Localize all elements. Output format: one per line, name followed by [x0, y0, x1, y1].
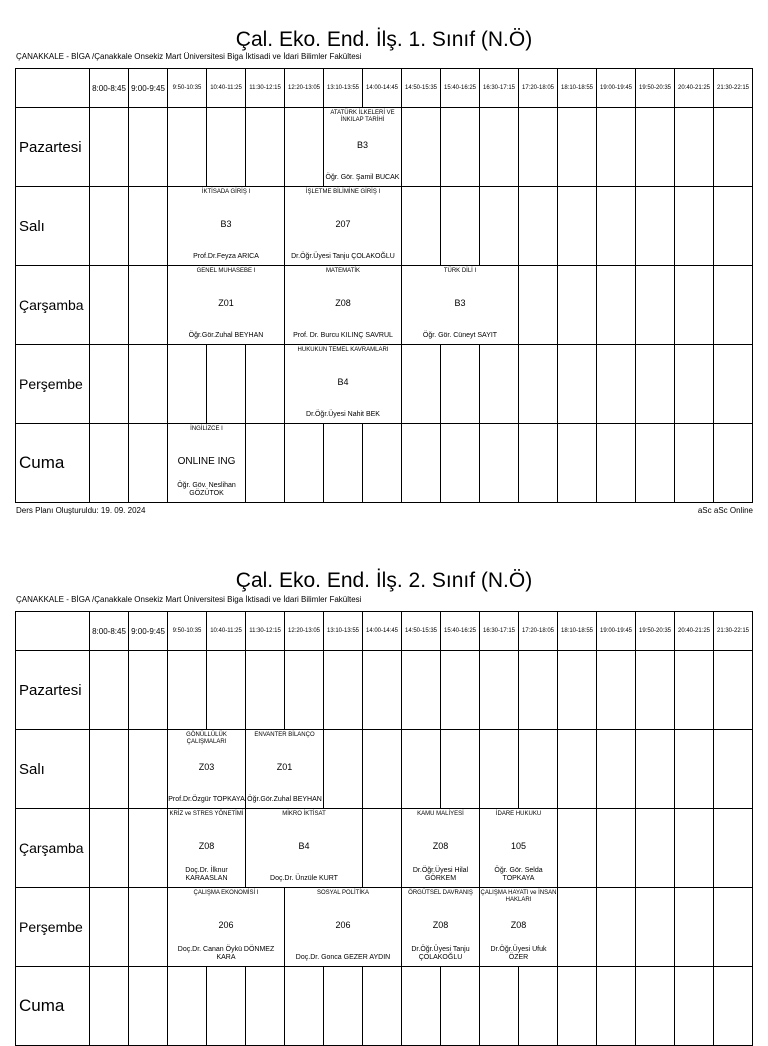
day-row-cuma	[16, 967, 753, 1046]
lesson-teacher: Öğr. Gör. Selda TOPKAYA	[494, 867, 543, 882]
time-slot-header: 12:20-13:05	[285, 612, 324, 651]
lesson-cell	[285, 187, 402, 266]
lesson-box	[285, 345, 401, 423]
lesson-teacher: Dr.Öğr.Üyesi Tanju ÇOLAKOĞLU	[291, 253, 395, 260]
empty-cell	[324, 730, 363, 809]
empty-cell	[519, 108, 558, 187]
empty-cell	[480, 345, 519, 424]
lesson-teacher: Prof.Dr.Özgür TOPKAYA	[168, 796, 245, 803]
empty-cell	[129, 651, 168, 730]
empty-cell	[675, 967, 714, 1046]
lesson-room: 206	[335, 920, 351, 930]
day-label: Çarşamba	[16, 809, 90, 888]
lesson-subject: KRİZ ve STRES YÖNETİMİ	[169, 811, 244, 817]
empty-cell	[441, 424, 480, 503]
lesson-cell	[168, 187, 285, 266]
lesson-cell	[480, 809, 558, 888]
time-slot-header: 17:20-18:05	[519, 612, 558, 651]
day-label: Pazartesi	[16, 108, 90, 187]
empty-cell	[324, 651, 363, 730]
lesson-box	[402, 809, 479, 887]
empty-cell	[129, 424, 168, 503]
day-row-sali	[16, 187, 753, 266]
empty-cell	[519, 187, 558, 266]
lesson-room: ONLINE ING	[177, 456, 236, 467]
lesson-subject: GENEL MUHASEBE I	[196, 268, 256, 274]
corner-cell	[16, 612, 90, 651]
empty-cell	[519, 266, 558, 345]
empty-cell	[441, 651, 480, 730]
lesson-subject: ÇALIŞMA HAYATI ve İNSAN HAKLARI	[480, 890, 557, 903]
empty-cell	[441, 967, 480, 1046]
lesson-room: B4	[298, 841, 310, 851]
lesson-room: Z08	[510, 920, 527, 930]
time-slot-header: 19:50-20:35	[636, 612, 675, 651]
lesson-box	[246, 809, 362, 887]
footer-created-date: Ders Planı Oluşturuldu: 19. 09. 2024	[16, 506, 146, 515]
empty-cell	[714, 888, 753, 967]
empty-cell	[168, 651, 207, 730]
empty-cell	[675, 266, 714, 345]
empty-cell	[714, 730, 753, 809]
lesson-subject: İŞLETME BİLİMİNE GİRİŞ I	[305, 189, 381, 195]
lesson-subject: HUKUKUN TEMEL KAVRAMLARI	[297, 347, 389, 353]
empty-cell	[402, 108, 441, 187]
empty-cell	[363, 967, 402, 1046]
time-slot-header: 15:40-16:25	[441, 69, 480, 108]
empty-cell	[675, 424, 714, 503]
day-row-carsamba	[16, 809, 753, 888]
lesson-subject: SOSYAL POLİTİKA	[316, 890, 370, 896]
empty-cell	[636, 809, 675, 888]
empty-cell	[597, 424, 636, 503]
day-label: Çarşamba	[16, 266, 90, 345]
lesson-box	[285, 266, 401, 344]
lesson-teacher: Dr.Öğr.Üyesi Ufuk ÖZER	[490, 946, 547, 961]
empty-cell	[597, 266, 636, 345]
lesson-box	[168, 424, 245, 502]
time-slot-header: 9:50-10:35	[168, 69, 207, 108]
timetable-grid	[15, 611, 753, 1046]
lesson-room: 207	[335, 219, 351, 229]
empty-cell	[402, 424, 441, 503]
time-slot-header: 18:10-18:55	[558, 612, 597, 651]
empty-cell	[168, 967, 207, 1046]
empty-cell	[129, 730, 168, 809]
time-slot-header: 19:00-19:45	[597, 69, 636, 108]
lesson-subject: İNGİLİZCE I	[190, 426, 223, 432]
lesson-room: B4	[337, 377, 349, 387]
empty-cell	[90, 266, 129, 345]
header-row	[16, 612, 753, 651]
lesson-box	[168, 809, 245, 887]
lesson-teacher: Öğr.Gör.Zuhal BEYHAN	[188, 332, 264, 339]
empty-cell	[441, 108, 480, 187]
lesson-teacher: Öğr. Gör. Şamil BUCAK	[325, 174, 400, 181]
empty-cell	[129, 187, 168, 266]
empty-cell	[714, 424, 753, 503]
empty-cell	[480, 108, 519, 187]
empty-cell	[285, 108, 324, 187]
lesson-cell	[285, 266, 402, 345]
time-slot-header: 9:00-9:45	[129, 612, 168, 651]
empty-cell	[363, 424, 402, 503]
empty-cell	[558, 730, 597, 809]
time-slot-header: 16:30-17:15	[480, 612, 519, 651]
time-slot-header: 10:40-11:25	[207, 69, 246, 108]
lesson-cell	[402, 888, 480, 967]
time-slot-header: 18:10-18:55	[558, 69, 597, 108]
lesson-box	[168, 266, 284, 344]
empty-cell	[675, 345, 714, 424]
empty-cell	[597, 888, 636, 967]
schedule-title: Çal. Eko. End. İlş. 1. Sınıf (N.Ö)	[235, 28, 533, 51]
schedule-title: Çal. Eko. End. İlş. 2. Sınıf (N.Ö)	[235, 569, 533, 592]
empty-cell	[597, 345, 636, 424]
empty-cell	[246, 108, 285, 187]
lesson-room: Z08	[432, 920, 449, 930]
lesson-cell	[402, 266, 519, 345]
lesson-teacher: Öğr. Göv. Neslihan GÖZÜTOK	[177, 482, 236, 497]
empty-cell	[480, 730, 519, 809]
lesson-box	[168, 888, 284, 966]
time-slot-header: 21:30-22:15	[714, 69, 753, 108]
lesson-box	[285, 888, 401, 966]
empty-cell	[597, 651, 636, 730]
empty-cell	[285, 651, 324, 730]
lesson-box	[402, 266, 518, 344]
corner-cell	[16, 69, 90, 108]
empty-cell	[636, 345, 675, 424]
empty-cell	[519, 967, 558, 1046]
lesson-subject: ENVANTER BİLANÇO	[254, 732, 315, 738]
time-slot-header: 16:30-17:15	[480, 69, 519, 108]
institution-name: ÇANAKKALE - BİGA /Çanakkale Onsekiz Mart Üniversitesi Biga İktisadi ve İdari Bilimler Fakültesi	[16, 595, 362, 604]
time-slot-header: 9:50-10:35	[168, 612, 207, 651]
time-slot-header: 14:00-14:45	[363, 69, 402, 108]
empty-cell	[441, 187, 480, 266]
lesson-cell	[285, 888, 402, 967]
lesson-cell	[246, 809, 363, 888]
day-label: Perşembe	[16, 888, 90, 967]
empty-cell	[246, 424, 285, 503]
empty-cell	[402, 730, 441, 809]
empty-cell	[90, 967, 129, 1046]
institution-name: ÇANAKKALE - BİGA /Çanakkale Onsekiz Mart Üniversitesi Biga İktisadi ve İdari Bilimler Fakültesi	[16, 52, 362, 61]
empty-cell	[246, 345, 285, 424]
empty-cell	[129, 967, 168, 1046]
day-row-sali	[16, 730, 753, 809]
day-row-pazartesi	[16, 108, 753, 187]
day-label: Perşembe	[16, 345, 90, 424]
time-slot-header: 15:40-16:25	[441, 612, 480, 651]
empty-cell	[675, 809, 714, 888]
empty-cell	[558, 809, 597, 888]
time-slot-header: 12:20-13:05	[285, 69, 324, 108]
lesson-room: B3	[220, 219, 232, 229]
day-label: Salı	[16, 730, 90, 809]
lesson-box	[324, 108, 401, 186]
lesson-teacher: Dr.Öğr.Üyesi Hilal GÖRKEM	[412, 867, 469, 882]
lesson-subject: KAMU MALİYESİ	[417, 811, 464, 817]
timetable-grid	[15, 68, 753, 503]
lesson-box	[168, 187, 284, 265]
empty-cell	[363, 809, 402, 888]
lesson-subject: TÜRK DİLİ I	[443, 268, 477, 274]
empty-cell	[129, 809, 168, 888]
lesson-subject: MATEMATİK	[325, 268, 361, 274]
lesson-room: Z08	[198, 841, 215, 851]
empty-cell	[597, 809, 636, 888]
empty-cell	[441, 730, 480, 809]
lesson-room: Z01	[218, 298, 234, 308]
lesson-subject: İKTİSADA GİRİŞ I	[201, 189, 251, 195]
empty-cell	[675, 187, 714, 266]
lesson-cell	[480, 888, 558, 967]
lesson-subject: MİKRO İKTİSAT	[282, 811, 326, 817]
lesson-teacher: Doç.Dr. İlknur KARAASLAN	[185, 867, 228, 882]
empty-cell	[636, 424, 675, 503]
lesson-box	[285, 187, 401, 265]
empty-cell	[207, 345, 246, 424]
empty-cell	[714, 651, 753, 730]
empty-cell	[714, 266, 753, 345]
empty-cell	[558, 967, 597, 1046]
empty-cell	[402, 187, 441, 266]
empty-cell	[519, 651, 558, 730]
empty-cell	[402, 967, 441, 1046]
empty-cell	[558, 108, 597, 187]
empty-cell	[246, 651, 285, 730]
lesson-teacher: Doç.Dr. Gonca GEZER AYDIN	[295, 954, 391, 961]
empty-cell	[636, 266, 675, 345]
lesson-box	[402, 888, 479, 966]
empty-cell	[90, 888, 129, 967]
time-slot-header: 10:40-11:25	[207, 612, 246, 651]
day-row-pazartesi	[16, 651, 753, 730]
day-label: Cuma	[16, 967, 90, 1046]
empty-cell	[168, 108, 207, 187]
lesson-room: B3	[454, 298, 466, 308]
empty-cell	[441, 345, 480, 424]
lesson-room: Z08	[335, 298, 351, 308]
empty-cell	[90, 809, 129, 888]
time-slot-header: 19:50-20:35	[636, 69, 675, 108]
lesson-room: 105	[510, 841, 527, 851]
lesson-teacher: Prof. Dr. Burcu KILINÇ SAVRUL	[293, 332, 393, 339]
lesson-room: Z08	[432, 841, 449, 851]
empty-cell	[519, 345, 558, 424]
empty-cell	[90, 187, 129, 266]
empty-cell	[597, 967, 636, 1046]
lesson-cell	[168, 266, 285, 345]
empty-cell	[636, 967, 675, 1046]
empty-cell	[480, 651, 519, 730]
footer-generator: aSc aSc Online	[697, 506, 753, 515]
lesson-cell	[402, 809, 480, 888]
time-slot-header: 19:00-19:45	[597, 612, 636, 651]
lesson-cell	[246, 730, 324, 809]
empty-cell	[324, 967, 363, 1046]
time-slot-header: 20:40-21:25	[675, 69, 714, 108]
empty-cell	[558, 651, 597, 730]
time-slot-header: 13:10-13:55	[324, 612, 363, 651]
empty-cell	[90, 424, 129, 503]
empty-cell	[129, 108, 168, 187]
time-slot-header: 11:30-12:15	[246, 69, 285, 108]
empty-cell	[636, 651, 675, 730]
time-slot-header: 13:10-13:55	[324, 69, 363, 108]
day-row-persembe	[16, 345, 753, 424]
empty-cell	[636, 888, 675, 967]
empty-cell	[714, 967, 753, 1046]
time-slot-header: 14:50-15:35	[402, 69, 441, 108]
empty-cell	[90, 108, 129, 187]
empty-cell	[324, 424, 363, 503]
day-label: Salı	[16, 187, 90, 266]
time-slot-header: 11:30-12:15	[246, 612, 285, 651]
empty-cell	[129, 888, 168, 967]
lesson-cell	[168, 888, 285, 967]
empty-cell	[90, 345, 129, 424]
empty-cell	[129, 345, 168, 424]
empty-cell	[675, 651, 714, 730]
time-slot-header: 8:00-8:45	[90, 69, 129, 108]
empty-cell	[675, 730, 714, 809]
empty-cell	[714, 187, 753, 266]
lesson-cell	[285, 345, 402, 424]
day-row-cuma	[16, 424, 753, 503]
empty-cell	[168, 345, 207, 424]
empty-cell	[129, 266, 168, 345]
empty-cell	[558, 187, 597, 266]
empty-cell	[519, 424, 558, 503]
lesson-subject: ÇALIŞMA EKONOMİSİ I	[193, 890, 259, 896]
empty-cell	[675, 108, 714, 187]
time-slot-header: 17:20-18:05	[519, 69, 558, 108]
empty-cell	[207, 967, 246, 1046]
lesson-teacher: Doç.Dr. Ünzüle KURT	[270, 875, 338, 882]
empty-cell	[285, 424, 324, 503]
time-slot-header: 14:50-15:35	[402, 612, 441, 651]
lesson-teacher: Doç.Dr. Canan Öykü DÖNMEZ KARA	[177, 946, 275, 961]
lesson-teacher: Öğr.Gör.Zuhal BEYHAN	[247, 796, 322, 803]
empty-cell	[402, 651, 441, 730]
empty-cell	[519, 730, 558, 809]
empty-cell	[714, 108, 753, 187]
lesson-subject: ÖRGÜTSEL DAVRANIŞ	[408, 890, 473, 896]
empty-cell	[402, 345, 441, 424]
empty-cell	[558, 424, 597, 503]
empty-cell	[558, 345, 597, 424]
lesson-teacher: Dr.Öğr.Üyesi Tanju ÇOLAKOĞLU	[411, 946, 470, 961]
time-slot-header: 9:00-9:45	[129, 69, 168, 108]
lesson-room: 206	[218, 920, 234, 930]
empty-cell	[597, 187, 636, 266]
empty-cell	[207, 108, 246, 187]
lesson-box	[246, 730, 323, 808]
time-slot-header: 20:40-21:25	[675, 612, 714, 651]
empty-cell	[480, 187, 519, 266]
time-slot-header: 14:00-14:45	[363, 612, 402, 651]
lesson-cell	[168, 809, 246, 888]
empty-cell	[480, 424, 519, 503]
empty-cell	[597, 730, 636, 809]
header-row	[16, 69, 753, 108]
empty-cell	[675, 888, 714, 967]
empty-cell	[714, 345, 753, 424]
empty-cell	[207, 651, 246, 730]
lesson-cell	[168, 730, 246, 809]
lesson-box	[168, 730, 245, 808]
day-row-persembe	[16, 888, 753, 967]
empty-cell	[363, 651, 402, 730]
lesson-room: Z03	[198, 762, 215, 772]
lesson-box	[480, 809, 557, 887]
lesson-cell	[324, 108, 402, 187]
lesson-box	[480, 888, 557, 966]
lesson-room: Z01	[276, 762, 293, 772]
empty-cell	[246, 967, 285, 1046]
lesson-teacher: Öğr. Gör. Cüneyt SAYIT	[422, 332, 498, 339]
lesson-cell	[168, 424, 246, 503]
day-label: Cuma	[16, 424, 90, 503]
lesson-teacher: Dr.Öğr.Üyesi Nahit BEK	[306, 411, 380, 418]
lesson-room: B3	[356, 140, 368, 150]
lesson-subject: GÖNÜLLÜLÜK ÇALIŞMALARI	[186, 732, 227, 745]
empty-cell	[558, 266, 597, 345]
time-slot-header: 21:30-22:15	[714, 612, 753, 651]
empty-cell	[363, 730, 402, 809]
time-slot-header: 8:00-8:45	[90, 612, 129, 651]
empty-cell	[597, 108, 636, 187]
empty-cell	[285, 967, 324, 1046]
empty-cell	[636, 730, 675, 809]
day-row-carsamba	[16, 266, 753, 345]
empty-cell	[636, 108, 675, 187]
lesson-subject: İDARE HUKUKU	[495, 811, 542, 817]
day-label: Pazartesi	[16, 651, 90, 730]
empty-cell	[90, 651, 129, 730]
lesson-teacher: Prof.Dr.Feyza ARICA	[193, 253, 259, 260]
empty-cell	[558, 888, 597, 967]
empty-cell	[636, 187, 675, 266]
empty-cell	[90, 730, 129, 809]
empty-cell	[480, 967, 519, 1046]
lesson-subject: ATATÜRK İLKELERİ VE İNKILAP TARİHİ	[330, 110, 395, 123]
empty-cell	[714, 809, 753, 888]
